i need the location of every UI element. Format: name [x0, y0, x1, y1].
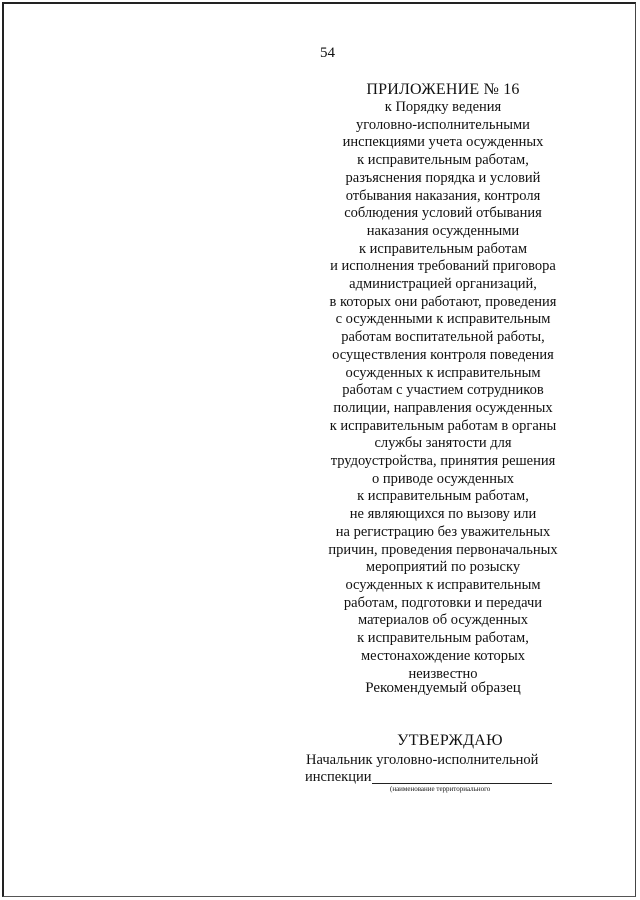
appendix-block	[318, 80, 568, 683]
appendix-line: мероприятий по розыску	[365, 559, 521, 576]
appendix-line: с осужденными к исправительным	[335, 311, 551, 328]
appendix-line: отбывания наказания, контроля	[345, 187, 541, 204]
sample-label: Рекомендуемый образец	[365, 680, 521, 696]
inspection-label: инспекции	[305, 769, 372, 785]
appendix-line: материалов об осужденных	[358, 612, 528, 629]
appendix-line: осужденных к исправительным	[345, 364, 541, 381]
approval-head-position: Начальник уголовно-исполнительной	[306, 752, 539, 768]
appendix-line: работам с участием сотрудников	[342, 382, 544, 399]
appendix-line: в которых они работают, проведения	[329, 293, 557, 310]
inspection-name-caption: (наименование территориального	[390, 785, 491, 793]
appendix-line: к исправительным работам,	[357, 488, 529, 505]
appendix-line: местонахождение которых	[360, 647, 525, 664]
appendix-line: на регистрацию без уважительных	[335, 523, 551, 540]
appendix-line: к исправительным работам	[358, 240, 528, 257]
appendix-line: полиции, направления осужденных	[333, 399, 553, 416]
page-number: 54	[320, 45, 335, 61]
appendix-line: работам воспитательной работы,	[341, 329, 545, 346]
appendix-line: к Порядку ведения	[384, 99, 502, 115]
appendix-line: инспекциями учета осужденных	[342, 134, 544, 151]
appendix-title: ПРИЛОЖЕНИЕ № 16	[366, 81, 520, 98]
appendix-line: разъяснения порядка и условий	[345, 169, 541, 186]
appendix-line: и исполнения требований приговора	[330, 258, 556, 275]
inspection-name-blank	[372, 783, 552, 784]
appendix-line: службы занятости для	[374, 435, 512, 452]
approval-title: УТВЕРЖДАЮ	[397, 732, 503, 749]
appendix-line: неизвестно	[408, 665, 478, 682]
appendix-line: не являющихся по вызову или	[349, 506, 537, 523]
appendix-line: к исправительным работам в органы	[329, 417, 557, 434]
appendix-line: администрацией организаций,	[349, 276, 537, 293]
appendix-description	[318, 99, 568, 683]
appendix-line: уголовно-исполнительными	[356, 116, 530, 133]
appendix-line: соблюдения условий отбывания	[344, 205, 542, 222]
appendix-line: о приводе осужденных	[372, 470, 514, 487]
appendix-line: причин, проведения первоначальных	[328, 541, 558, 558]
appendix-line: осужденных к исправительным	[345, 576, 541, 593]
appendix-line: работам, подготовки и передачи	[343, 594, 543, 611]
appendix-line: наказания осужденными	[366, 222, 520, 239]
appendix-line: к исправительным работам,	[357, 152, 529, 169]
appendix-line: трудоустройства, принятия решения	[330, 453, 556, 470]
appendix-line: осуществления контроля поведения	[332, 346, 554, 363]
appendix-line: к исправительным работам,	[357, 630, 529, 647]
